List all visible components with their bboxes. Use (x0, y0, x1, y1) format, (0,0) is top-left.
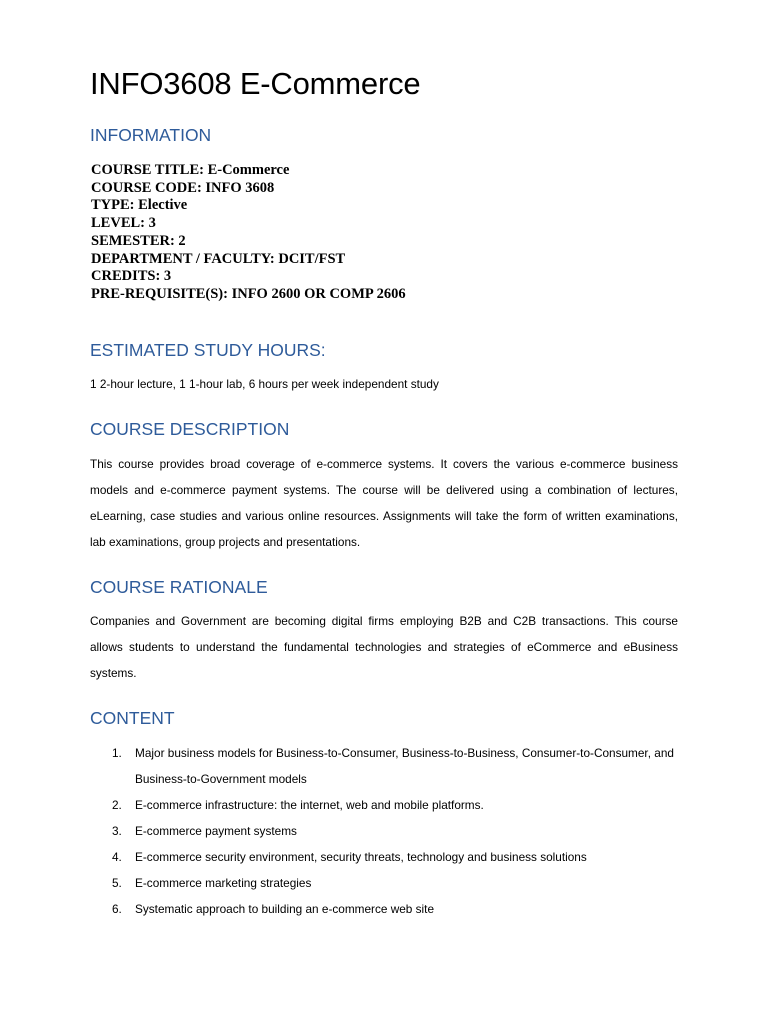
content-list (90, 740, 680, 922)
content-item-number: 1. (112, 746, 122, 760)
heading-content: CONTENT (90, 708, 175, 728)
content-item-number: 2. (112, 798, 122, 812)
content-item-number: 4. (112, 850, 122, 864)
content-item-text: Systematic approach to building an e-commerce web site (135, 902, 435, 916)
info-department: DEPARTMENT / FACULTY: DCIT/FST (91, 250, 346, 267)
heading-course-rationale: COURSE RATIONALE (90, 577, 268, 597)
content-item (90, 818, 680, 844)
content-item-text: E-commerce payment systems (135, 824, 297, 838)
info-level: LEVEL: 3 (91, 215, 156, 232)
content-item (90, 740, 680, 792)
heading-information: INFORMATION (90, 125, 212, 145)
course-info-list (91, 162, 406, 304)
course-description-text: This course provides broad coverage of e-commerce systems. It covers the various e-commerce business models and e-commerce payment systems. The course will be delivered using a combination of lectures, eLearning, case studies and various online resources. Assignments will take the form of written examinations, lab examinations, group projects and presentations. (90, 457, 678, 549)
course-rationale-text: Companies and Government are becoming digital firms employing B2B and C2B transactions. This course allows students to understand the fundamental technologies and strategies of eCommerce and eBusiness systems. (90, 614, 678, 680)
info-semester: SEMESTER: 2 (91, 232, 186, 249)
info-credits: CREDITS: 3 (91, 268, 172, 285)
content-item-number: 6. (112, 902, 122, 916)
info-prerequisites: PRE-REQUISITE(S): INFO 2600 OR COMP 2606 (91, 285, 406, 302)
content-item (90, 844, 680, 870)
content-item-text: E-commerce security environment, security threats, technology and business solutions (135, 850, 587, 864)
heading-study-hours: ESTIMATED STUDY HOURS: (90, 340, 326, 360)
content-item-number: 5. (112, 876, 122, 890)
content-item-text: E-commerce infrastructure: the internet, web and mobile platforms. (135, 798, 484, 812)
content-item-number: 3. (112, 824, 122, 838)
content-item (90, 870, 680, 896)
info-type: TYPE: Elective (91, 197, 188, 214)
info-course-code: COURSE CODE: INFO 3608 (91, 179, 275, 196)
content-item (90, 792, 680, 818)
content-item-text: Major business models for Business-to-Consumer, Business-to-Business, Consumer-to-Consumer, and Business-to-Government models (135, 746, 674, 786)
document-title: INFO3608 E-Commerce (90, 66, 421, 101)
study-hours-text: 1 2-hour lecture, 1 1-hour lab, 6 hours per week independent study (90, 377, 439, 391)
info-course-title: COURSE TITLE: E-Commerce (91, 162, 290, 178)
content-item (90, 896, 680, 922)
heading-course-description: COURSE DESCRIPTION (90, 419, 290, 439)
content-item-text: E-commerce marketing strategies (135, 876, 312, 890)
